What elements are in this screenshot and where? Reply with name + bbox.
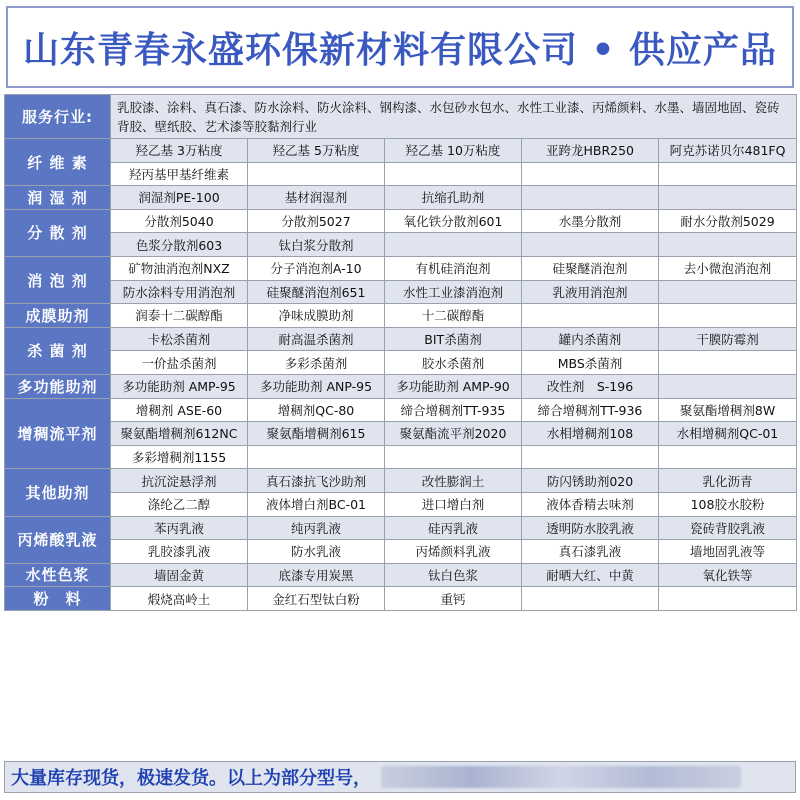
product-cell: 抗缩孔助剂: [385, 186, 522, 210]
product-cell: 羟乙基 10万粘度: [385, 139, 522, 163]
product-cell: 羟乙基 5万粘度: [248, 139, 385, 163]
product-cell: 胶水杀菌剂: [385, 351, 522, 375]
product-cell: 多彩杀菌剂: [248, 351, 385, 375]
category-row: [5, 563, 797, 587]
product-cell: 十二碳醇酯: [385, 304, 522, 328]
product-cell: 色浆分散剂603: [111, 233, 248, 257]
product-cell: 真石漆乳液: [522, 540, 659, 564]
category-label: 润 湿 剂: [5, 186, 111, 210]
product-cell: 卡松杀菌剂: [111, 327, 248, 351]
category-row: [5, 374, 797, 398]
page-title: 山东青春永盛环保新材料有限公司 • 供应产品: [6, 6, 794, 88]
product-cell: 乳胶漆乳液: [111, 540, 248, 564]
product-cell: 增稠剂 ASE-60: [111, 398, 248, 422]
footer-banner: [4, 761, 796, 793]
product-cell: 耐水分散剂5029: [659, 209, 797, 233]
category-row: [5, 351, 797, 375]
product-cell: 氧化铁分散剂601: [385, 209, 522, 233]
product-cell: 乳液用消泡剂: [522, 280, 659, 304]
product-cell: [659, 587, 797, 611]
product-cell: 润泰十二碳醇酯: [111, 304, 248, 328]
product-cell: 透明防水胶乳液: [522, 516, 659, 540]
product-cell: 多彩增稠剂1155: [111, 445, 248, 469]
product-cell: [659, 351, 797, 375]
product-cell: 聚氨酯增稠剂8W: [659, 398, 797, 422]
category-label: 水性色浆: [5, 563, 111, 587]
product-cell: 有机硅消泡剂: [385, 256, 522, 280]
category-row: [5, 209, 797, 233]
product-cell: 硅聚醚消泡剂: [522, 256, 659, 280]
product-cell: [659, 186, 797, 210]
product-cell: 防水乳液: [248, 540, 385, 564]
category-row: [5, 186, 797, 210]
product-cell: 矿物油消泡剂NXZ: [111, 256, 248, 280]
product-cell: 聚氨酯流平剂2020: [385, 422, 522, 446]
category-row: [5, 422, 797, 446]
category-row: [5, 233, 797, 257]
product-cell: [522, 233, 659, 257]
category-row: [5, 304, 797, 328]
product-cell: 润湿剂PE-100: [111, 186, 248, 210]
category-row: [5, 540, 797, 564]
blurred-contact-overlay: [381, 766, 741, 788]
product-cell: 基材润湿剂: [248, 186, 385, 210]
product-cell: [522, 186, 659, 210]
product-cell: 硅聚醚消泡剂651: [248, 280, 385, 304]
category-label: 分 散 剂: [5, 209, 111, 256]
category-row: [5, 445, 797, 469]
product-cell: 真石漆抗飞沙助剂: [248, 469, 385, 493]
category-row: [5, 162, 797, 186]
category-label: 其他助剂: [5, 469, 111, 516]
product-cell: [385, 162, 522, 186]
product-cell: 液体增白剂BC-01: [248, 492, 385, 516]
product-cell: 金红石型钛白粉: [248, 587, 385, 611]
product-cell: 纯丙乳液: [248, 516, 385, 540]
product-cell: 108胶水胶粉: [659, 492, 797, 516]
product-cell: MBS杀菌剂: [522, 351, 659, 375]
product-cell: 涤纶乙二醇: [111, 492, 248, 516]
category-row: [5, 492, 797, 516]
footer-text: 大量库存现货，极速发货。以上为部分型号，: [11, 768, 371, 789]
product-cell: 墙地固乳液等: [659, 540, 797, 564]
category-row: [5, 139, 797, 163]
service-row: [5, 95, 797, 139]
category-label: 多功能助剂: [5, 374, 111, 398]
product-cell: 多功能助剂 AMP-95: [111, 374, 248, 398]
product-cell: 液体香精去味剂: [522, 492, 659, 516]
product-cell: [385, 445, 522, 469]
product-cell: 多功能助剂 ANP-95: [248, 374, 385, 398]
product-cell: [659, 304, 797, 328]
product-cell: 一价盐杀菌剂: [111, 351, 248, 375]
category-label: 消 泡 剂: [5, 256, 111, 303]
product-cell: 重钙: [385, 587, 522, 611]
product-cell: 去小微泡消泡剂: [659, 256, 797, 280]
product-cell: 防水涂料专用消泡剂: [111, 280, 248, 304]
product-cell: [659, 280, 797, 304]
category-row: [5, 516, 797, 540]
product-cell: 瓷砖背胶乳液: [659, 516, 797, 540]
service-label: 服务行业:: [5, 95, 111, 139]
category-label: 杀 菌 剂: [5, 327, 111, 374]
product-cell: 进口增白剂: [385, 492, 522, 516]
category-label: 纤 维 素: [5, 139, 111, 186]
product-cell: 氧化铁等: [659, 563, 797, 587]
category-row: [5, 469, 797, 493]
product-cell: 净味成膜助剂: [248, 304, 385, 328]
product-cell: 乳化沥青: [659, 469, 797, 493]
category-label: 增稠流平剂: [5, 398, 111, 469]
product-cell: 耐晒大红、中黄: [522, 563, 659, 587]
product-cell: 水墨分散剂: [522, 209, 659, 233]
product-cell: 抗沉淀悬浮剂: [111, 469, 248, 493]
product-cell: 缔合增稠剂TT-936: [522, 398, 659, 422]
product-cell: [659, 445, 797, 469]
product-cell: [522, 304, 659, 328]
product-cell: [522, 162, 659, 186]
product-cell: [659, 162, 797, 186]
category-row: [5, 280, 797, 304]
product-cell: 罐内杀菌剂: [522, 327, 659, 351]
product-cell: 羟丙基甲基纤维素: [111, 162, 248, 186]
category-label: 成膜助剂: [5, 304, 111, 328]
product-cell: 水性工业漆消泡剂: [385, 280, 522, 304]
product-cell: 缔合增稠剂TT-935: [385, 398, 522, 422]
product-cell: 钛白浆分散剂: [248, 233, 385, 257]
product-cell: 水相增稠剂108: [522, 422, 659, 446]
product-table: [4, 94, 797, 611]
category-row: [5, 587, 797, 611]
product-cell: 羟乙基 3万粘度: [111, 139, 248, 163]
category-label: 丙烯酸乳液: [5, 516, 111, 563]
product-cell: BIT杀菌剂: [385, 327, 522, 351]
product-cell: [385, 233, 522, 257]
product-cell: 聚氨酯增稠剂615: [248, 422, 385, 446]
product-cell: 改性膨润土: [385, 469, 522, 493]
category-label: 粉 料: [5, 587, 111, 611]
product-cell: 多功能助剂 AMP-90: [385, 374, 522, 398]
product-cell: 分子消泡剂A-10: [248, 256, 385, 280]
product-cell: 增稠剂QC-80: [248, 398, 385, 422]
product-cell: [522, 445, 659, 469]
product-cell: 钛白色浆: [385, 563, 522, 587]
product-cell: 水相增稠剂QC-01: [659, 422, 797, 446]
product-cell: [522, 587, 659, 611]
service-text: 乳胶漆、涂料、真石漆、防水涂料、防火涂料、钢构漆、水包砂水包水、水性工业漆、丙烯颜料、水墨、墙固地固、瓷砖背胶、壁纸胶、艺术漆等胶黏剂行业: [111, 95, 797, 139]
product-cell: [659, 374, 797, 398]
product-cell: 底漆专用炭黑: [248, 563, 385, 587]
product-cell: 丙烯颜料乳液: [385, 540, 522, 564]
category-row: [5, 256, 797, 280]
product-cell: 阿克苏诺贝尔481FQ: [659, 139, 797, 163]
product-cell: [248, 445, 385, 469]
product-cell: 硅丙乳液: [385, 516, 522, 540]
product-cell: 改性剂 S-196: [522, 374, 659, 398]
product-cell: 亚跨龙HBR250: [522, 139, 659, 163]
product-cell: 聚氨酯增稠剂612NC: [111, 422, 248, 446]
product-cell: 干膜防霉剂: [659, 327, 797, 351]
product-cell: 耐高温杀菌剂: [248, 327, 385, 351]
product-cell: 分散剂5027: [248, 209, 385, 233]
category-row: [5, 398, 797, 422]
product-cell: 墙固金黄: [111, 563, 248, 587]
product-cell: 煅烧高岭土: [111, 587, 248, 611]
category-row: [5, 327, 797, 351]
product-cell: [659, 233, 797, 257]
product-cell: 防闪锈助剂020: [522, 469, 659, 493]
product-cell: [248, 162, 385, 186]
product-cell: 苯丙乳液: [111, 516, 248, 540]
product-cell: 分散剂5040: [111, 209, 248, 233]
